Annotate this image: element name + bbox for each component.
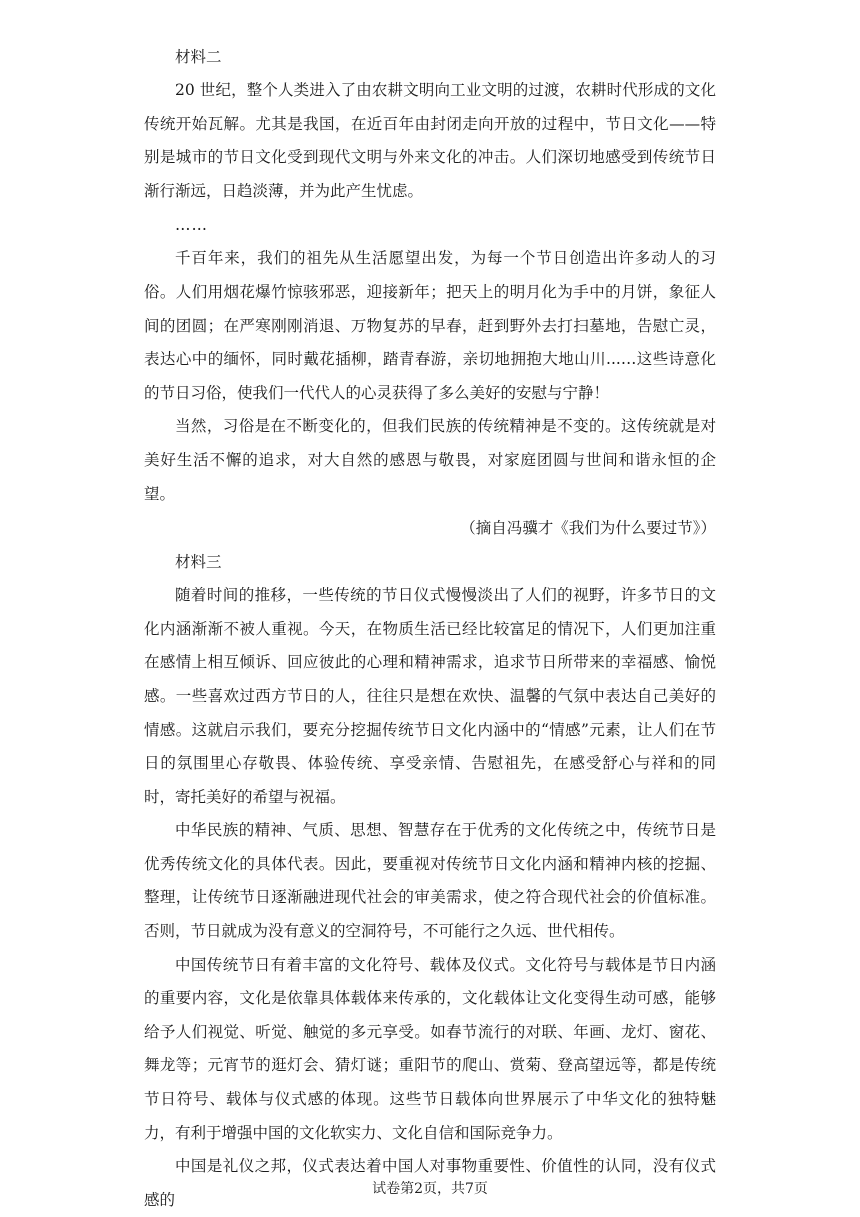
material-2-paragraph-1: 20 世纪，整个人类进入了由农耕文明向工业文明的过渡，农耕时代形成的文化传统开始瓦解。尤其是我国，在近百年由封闭走向开放的过程中，节日文化——特别是城市的节日文化受到现代文明与外来文化的冲击。人们深切地感受到传统节日渐行渐远，日趋淡薄，并为此产生忧虑。 (144, 81, 716, 200)
material-3-paragraph-3: 中国传统节日有着丰富的文化符号、载体及仪式。文化符号与载体是节日内涵的重要内容，文化是依靠具体载体来传承的，文化载体让文化变得生动可感，能够给予人们视觉、听觉、触觉的多元享受。如春节流行的对联、年画、龙灯、窗花、舞龙等；元宵节的逛灯会、猜灯谜；重阳节的爬山、赏菊、登高望远等，都是传统节日符号、载体与仪式感的体现。这些节日载体向世界展示了中华文化的独特魅力，有利于增强中国的文化软实力、文化自信和国际竞争力。 (144, 955, 716, 1142)
material-2-paragraph-3: 当然，习俗是在不断变化的，但我们民族的传统精神是不变的。这传统就是对美好生活不懈的追求，对大自然的感恩与敬畏，对家庭团圆与世间和谐永恒的企望。 (144, 417, 716, 503)
material-2-paragraph-2: 千百年来，我们的祖先从生活愿望出发，为每一个节日创造出许多动人的习俗。人们用烟花爆竹惊骇邪恶，迎接新年；把天上的明月化为手中的月饼，象征人间的团圆；在严寒刚刚消退、万物复苏的早春，赶到野外去打扫墓地，告慰亡灵，表达心中的缅怀，同时戴花插柳，踏青春游，亲切地拥抱大地山川...…这些诗意化的节日习俗，使我们一代代人的心灵获得了多么美好的安慰与宁静！ (144, 249, 716, 402)
material-3-paragraph-2: 中华民族的精神、气质、思想、智慧存在于优秀的文化传统之中，传统节日是优秀传统文化的具体代表。因此，要重视对传统节日文化内涵和精神内核的挖掘、整理，让传统节日逐渐融进现代社会的审美需求，使之符合现代社会的价值标准。否则，节日就成为没有意义的空洞符号，不可能行之久远、世代相传。 (144, 821, 716, 941)
material-3-paragraph-1: 随着时间的推移，一些传统的节日仪式慢慢淡出了人们的视野，许多节日的文化内涵渐渐不被人重视。今天，在物质生活已经比较富足的情况下，人们更加注重在感情上相互倾诉、回应彼此的心理和精神需求，追求节日所带来的幸福感、愉悦感。一些喜欢过西方节日的人，往往只是想在欢快、温馨的气氛中表达自己美好的情感。这就启示我们，要充分挖掘传统节日文化内涵中的“情感”元素，让人们在节日的氛围里心存敬畏、体验传统、享受亲情、告慰祖先，在感受舒心与祥和的同时，寄托美好的希望与祝福。 (144, 586, 716, 806)
material-2-heading: 材料二 (175, 48, 222, 66)
page-number-footer: 试卷第2页，共7页 (372, 1181, 488, 1197)
material-2-ellipsis: …… (175, 216, 208, 235)
material-3-heading: 材料三 (175, 553, 222, 572)
page-content (144, 40, 716, 1217)
material-2-citation: （摘自冯骥才《我们为什么要过节》） (460, 519, 716, 538)
material-3-paragraph-4: 中国是礼仪之邦，仪式表达着中国人对事物重要性、价值性的认同，没有仪式感的 (144, 1157, 716, 1209)
